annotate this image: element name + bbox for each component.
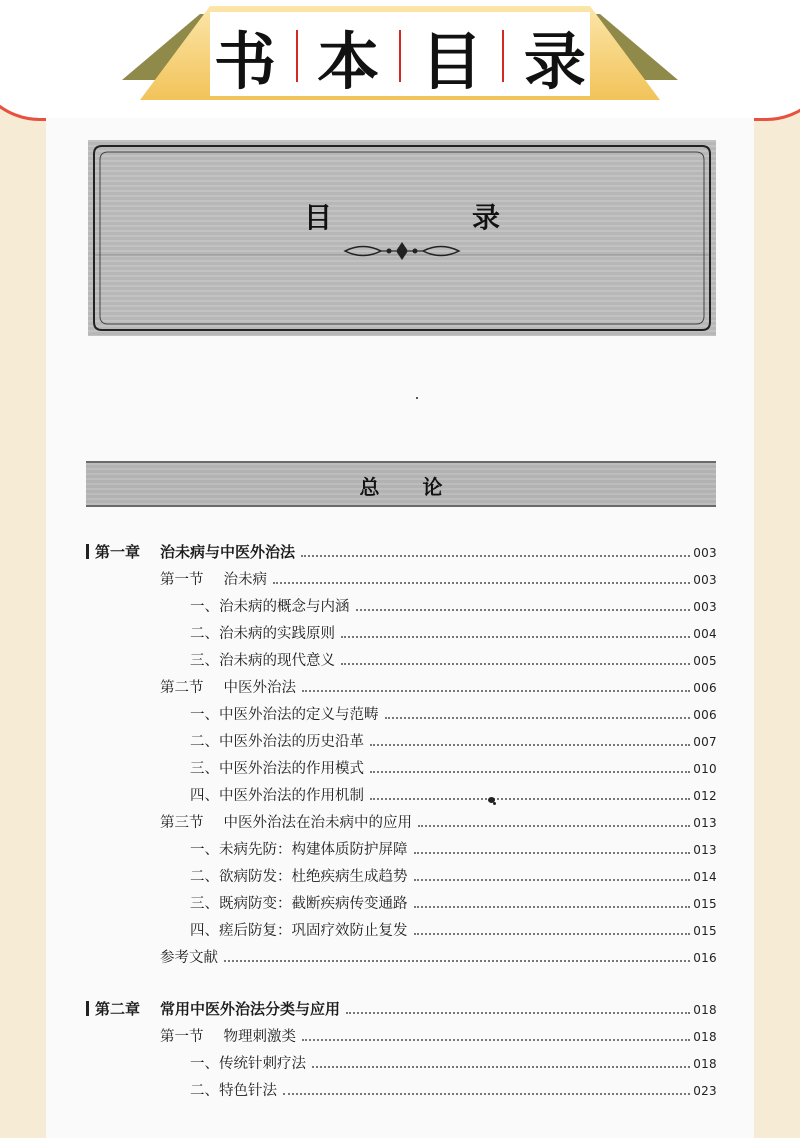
toc-page-number: 023: [693, 1084, 717, 1098]
banner-char: 目: [420, 24, 483, 98]
banner-char: 录: [523, 24, 586, 98]
toc-title: 三、治未病的现代意义: [190, 653, 335, 669]
toc-title: 三、既病防变：截断疾病传变通路: [190, 896, 408, 912]
print-speck: [493, 802, 496, 805]
ornament-icon: [343, 240, 461, 262]
toc-page-number: 018: [693, 1030, 717, 1044]
section-header-bar: [86, 461, 716, 507]
toc-label: 第一节: [160, 1029, 204, 1045]
toc-section-row[interactable]: [160, 675, 717, 697]
decorative-frame: [88, 140, 716, 336]
toc-page-number: 003: [693, 600, 717, 614]
banner-separator: [502, 30, 504, 82]
toc-item-row[interactable]: [190, 702, 717, 724]
toc-item-row[interactable]: [190, 891, 717, 913]
chapter-marker: [86, 544, 89, 559]
toc-title: 中医外治法: [223, 680, 296, 696]
toc-title: 四、瘥后防复：巩固疗效防止复发: [190, 923, 408, 939]
dot-leader: [273, 582, 690, 584]
toc-page-number: 006: [693, 681, 717, 695]
toc-item-row[interactable]: [190, 621, 717, 643]
dot-leader: [341, 636, 690, 638]
toc-page-number: 015: [693, 897, 717, 911]
toc-title: 治未病: [223, 572, 267, 588]
dot-leader: [370, 771, 690, 773]
dot-leader: [302, 1039, 690, 1041]
toc-page-number: 018: [693, 1003, 717, 1017]
toc-page-number: 014: [693, 870, 717, 884]
toc-item-row[interactable]: [190, 1051, 717, 1073]
toc-page-number: 015: [693, 924, 717, 938]
toc-title: 一、中医外治法的定义与范畴: [190, 707, 379, 723]
banner-title: [210, 14, 590, 98]
toc-page-number: 004: [693, 627, 717, 641]
toc-page-number: 012: [693, 789, 717, 803]
toc-label: 第二节: [160, 680, 204, 696]
toc-item-row[interactable]: [190, 783, 717, 805]
banner-char: 书: [213, 24, 276, 98]
dot-leader: [224, 960, 690, 962]
toc-title: 常用中医外治法分类与应用: [160, 1000, 341, 1018]
banner-separator: [399, 30, 401, 82]
toc-page-number: 006: [693, 708, 717, 722]
toc-page-number: 003: [693, 573, 717, 587]
toc-title: 参考文献: [160, 950, 218, 966]
toc-label: 第一章: [95, 543, 141, 561]
toc-item-row[interactable]: [190, 648, 717, 670]
toc-page-number: 003: [693, 546, 717, 560]
dot-leader: [414, 852, 691, 854]
toc-item-row[interactable]: [190, 837, 717, 859]
dot-leader: [301, 555, 690, 557]
banner-separator: [296, 30, 298, 82]
toc-item-row[interactable]: [190, 1078, 717, 1100]
toc-title: 二、欲病防发：杜绝疾病生成趋势: [190, 869, 408, 885]
banner-char: 本: [317, 24, 380, 98]
dot-leader: [341, 663, 690, 665]
toc-label: 第一节: [160, 572, 204, 588]
dot-leader: [414, 879, 691, 881]
toc-title: 一、传统针刺疗法: [190, 1056, 306, 1072]
toc-item-row[interactable]: [190, 729, 717, 751]
dot-leader: [346, 1012, 690, 1014]
dot-leader: [414, 933, 691, 935]
toc-title: 中医外治法在治未病中的应用: [223, 815, 412, 831]
toc-item-row[interactable]: [190, 594, 717, 616]
contents-header-box: [88, 140, 716, 336]
toc-page-number: 018: [693, 1057, 717, 1071]
contents-title: 目 录: [303, 201, 556, 234]
dot-leader: [302, 690, 690, 692]
toc-page-number: 013: [693, 816, 717, 830]
toc-page-number: 007: [693, 735, 717, 749]
toc-item-row[interactable]: [190, 756, 717, 778]
toc-page-number: 013: [693, 843, 717, 857]
toc-page-number: 005: [693, 654, 717, 668]
toc-title: 二、特色针法: [190, 1083, 277, 1099]
toc-page-number: 016: [693, 951, 717, 965]
toc-chapter-row[interactable]: [86, 540, 717, 562]
dot-leader: [370, 744, 690, 746]
toc-title: 四、中医外治法的作用机制: [190, 788, 364, 804]
dot-leader: [418, 825, 690, 827]
toc-chapter-row[interactable]: [86, 997, 717, 1019]
dot-leader: [356, 609, 691, 611]
dot-leader: [312, 1066, 690, 1068]
toc-section-row[interactable]: [160, 1024, 717, 1046]
dot-leader: [370, 798, 690, 800]
toc-section-row[interactable]: [160, 810, 717, 832]
toc-title: 治未病与中医外治法: [160, 543, 296, 561]
section-header-title: 总 论: [359, 475, 461, 499]
toc-title: 二、治未病的实践原则: [190, 626, 335, 642]
toc-title: 一、治未病的概念与内涵: [190, 599, 350, 615]
dot-leader: [283, 1093, 690, 1095]
toc-item-row[interactable]: [190, 864, 717, 886]
toc-page-number: 010: [693, 762, 717, 776]
dot-leader: [385, 717, 691, 719]
toc-label: 第三节: [160, 815, 204, 831]
toc-label: 第二章: [95, 1000, 141, 1018]
toc-title: 二、中医外治法的历史沿革: [190, 734, 364, 750]
chapter-marker: [86, 1001, 89, 1016]
toc-title: 一、未病先防：构建体质防护屏障: [190, 842, 408, 858]
toc-section-row[interactable]: [160, 567, 717, 589]
toc-title: 三、中医外治法的作用模式: [190, 761, 364, 777]
toc-item-row[interactable]: [190, 918, 717, 940]
dot-leader: [414, 906, 691, 908]
toc-title: 物理刺激类: [223, 1029, 296, 1045]
toc-section-row[interactable]: [160, 945, 717, 967]
print-speck: [416, 397, 418, 399]
